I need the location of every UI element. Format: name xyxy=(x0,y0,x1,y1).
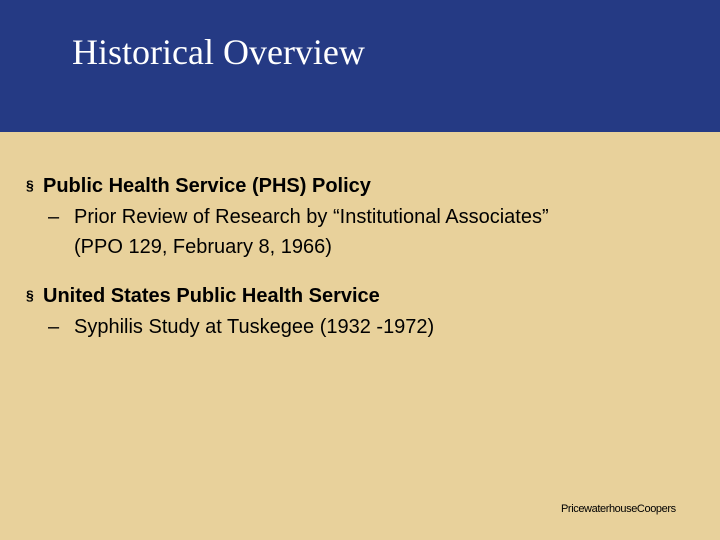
bullet-text: United States Public Health Service xyxy=(43,285,380,307)
bullet-marker: § xyxy=(26,287,34,303)
sub-dash: – xyxy=(48,206,60,228)
bullet-item-usphs xyxy=(26,283,380,308)
sub-item-prior-review xyxy=(48,205,549,229)
slide-title: Historical Overview xyxy=(72,32,365,72)
sub-text: Syphilis Study at Tuskegee (1932 -1972) xyxy=(74,316,435,338)
bullet-text: Public Health Service (PHS) Policy xyxy=(43,175,371,197)
sub-dash: – xyxy=(48,316,60,338)
bullet-marker: § xyxy=(26,177,34,193)
sub-item-continuation: (PPO 129, February 8, 1966) xyxy=(74,236,332,258)
bullet-item-phs-policy xyxy=(26,173,371,198)
footer-brand: PricewaterhouseCoopers xyxy=(561,503,676,515)
sub-text: Prior Review of Research by “Institutional Associates” xyxy=(74,206,549,228)
sub-item-tuskegee xyxy=(48,315,434,339)
